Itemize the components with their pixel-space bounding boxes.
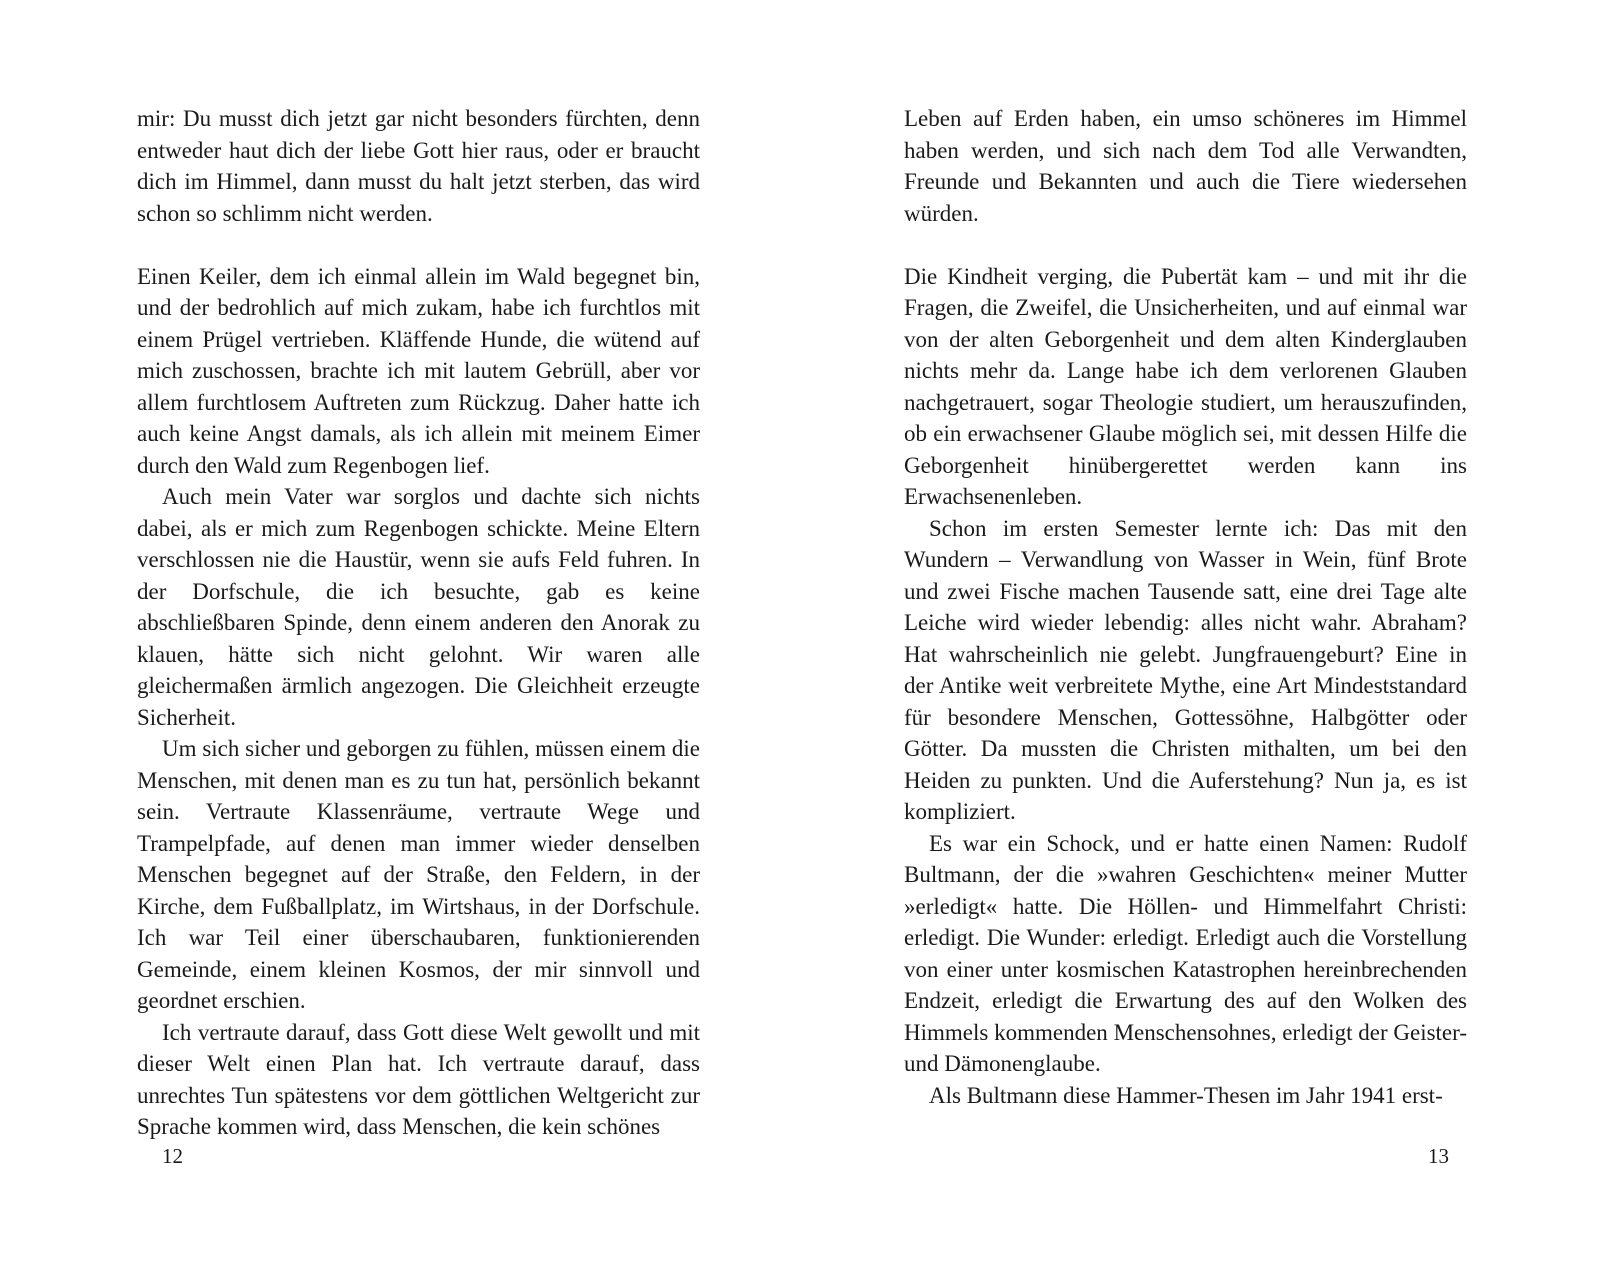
right-paragraph-1: Leben auf Erden haben, ein umso schöneres im Himmel haben werden, und sich nach dem Tod alle Verwandten, Freunde und Bekannten und auch die Tiere wiedersehen würden. [904, 106, 1467, 226]
page-number-left: 12 [162, 1144, 183, 1168]
right-paragraph-2: Die Kindheit verging, die Pubertät kam – und mit ihr die Fragen, die Zweifel, die Unsicherheiten, und auf einmal war von der alten Geborgenheit und dem alten Kinderglauben nichts mehr da. Lange habe ich dem verlorenen Glauben nachgetrauert, sogar Theologie studiert, um herauszufinden, ob ein erwachsener Glaube möglich sei, mit dessen Hilfe die Geborgenheit hinübergerettet werden kann ins Erwachsenenleben. [904, 263, 1467, 509]
right-page-text [904, 103, 1467, 1111]
left-paragraph-3: Auch mein Vater war sorglos und dachte sich nichts dabei, als er mich zum Regenbogen schickte. Meine Eltern verschlossen nie die Haustür, wenn sie aufs Feld fuhren. In der Dorfschule, die ich besuchte, gab es keine abschließbaren Spinde, denn einem anderen den Anorak zu klauen, hätte sich nicht gelohnt. Wir waren alle gleichermaßen ärmlich angezogen. Die Gleichheit erzeugte Sicherheit. [137, 484, 700, 730]
right-page [800, 0, 1600, 1274]
left-page-text [137, 103, 700, 1143]
left-paragraph-2: Einen Keiler, dem ich einmal allein im Wald begegnet bin, und der bedrohlich auf mich zukam, habe ich furchtlos mit einem Prügel vertrieben. Kläffende Hunde, die wütend auf mich zuschossen, brachte ich mit lautem Gebrüll, aber vor allem furchtlosem Auftreten zum Rückzug. Daher hatte ich auch keine Angst damals, als ich allein mit meinem Eimer durch den Wald zum Regenbogen lief. [137, 263, 700, 478]
page-number-right: 13 [1428, 1144, 1449, 1168]
left-paragraph-1: mir: Du musst dich jetzt gar nicht besonders fürchten, denn entweder haut dich der liebe Gott hier raus, oder er braucht dich im Himmel, dann musst du halt jetzt sterben, das wird schon so schlimm nicht werden. [137, 106, 700, 226]
left-paragraph-5: Ich vertraute darauf, dass Gott diese Welt gewollt und mit dieser Welt einen Plan hat. Ich vertraute darauf, dass unrechtes Tun spätestens vor dem göttlichen Weltgericht zur Sprache kommen wird, dass Menschen, die kein schönes [137, 1019, 700, 1139]
right-paragraph-3: Schon im ersten Semester lernte ich: Das mit den Wundern – Verwandlung von Wasser in Wein, fünf Brote und zwei Fische machen Tausende satt, eine drei Tage alte Leiche wird wieder lebendig: alles nicht wahr. Abraham? Hat wahrscheinlich nie gelebt. Jungfrauengeburt? Eine in der Antike weit verbreitete Mythe, eine Art Mindeststandard für besondere Menschen, Gottessöhne, Halbgötter oder Götter. Da mussten die Christen mithalten, um bei den Heiden zu punkten. Und die Auferstehung? Nun ja, es ist kompliziert. [904, 515, 1467, 824]
right-paragraph-5: Als Bultmann diese Hammer-Thesen im Jahr 1941 erst- [929, 1082, 1443, 1108]
right-paragraph-4: Es war ein Schock, und er hatte einen Namen: Rudolf Bultmann, der die »wahren Geschichten« meiner Mutter »erledigt« hatte. Die Höllen- und Himmelfahrt Christi: erledigt. Die Wunder: erledigt. Erledigt auch die Vorstellung von einer unter kosmischen Katastrophen hereinbrechenden Endzeit, erledigt die Erwartung des auf den Wolken des Himmels kommenden Menschensohnes, erledigt der Geister- und Dämonenglaube. [904, 830, 1467, 1076]
left-paragraph-4: Um sich sicher und geborgen zu fühlen, müssen einem die Menschen, mit denen man es zu tun hat, persönlich bekannt sein. Vertraute Klassenräume, vertraute Wege und Trampelpfade, auf denen man immer wieder denselben Menschen begegnet auf der Straße, den Feldern, in der Kirche, dem Fußballplatz, im Wirtshaus, in der Dorfschule. Ich war Teil einer überschaubaren, funktionierenden Gemeinde, einem kleinen Kosmos, der mir sinnvoll und geordnet erschien. [137, 736, 700, 1013]
